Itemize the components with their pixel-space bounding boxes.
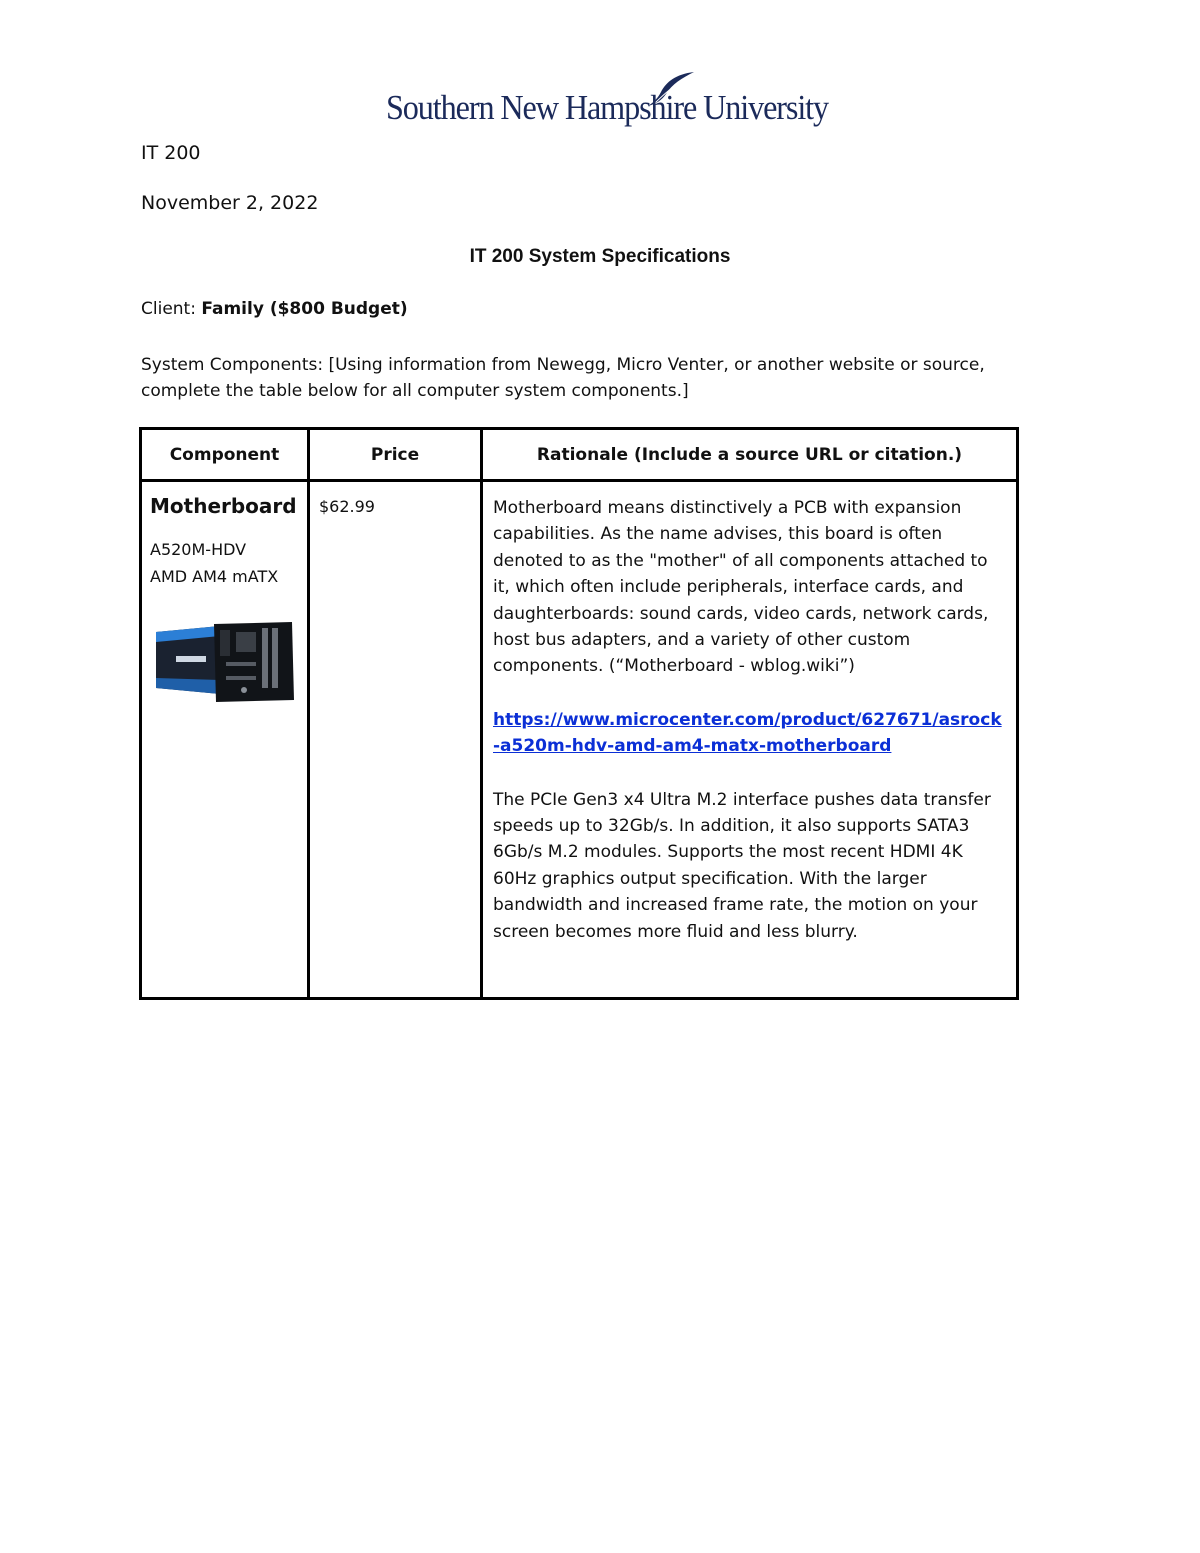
header-price: Price: [309, 429, 482, 481]
component-model-line1: A520M-HDV: [150, 540, 247, 559]
spec-table: [139, 427, 1019, 1000]
page-title: IT 200 System Specifications: [469, 246, 731, 267]
component-cell: [141, 481, 309, 999]
header-component: Component: [141, 429, 309, 481]
rationale-cell: [482, 481, 1018, 999]
logo-text: Southern New Hampshire University: [386, 88, 829, 127]
instructions: System Components: [Using information from Newegg, Micro Venter, or another website or source, complete the table below for all computer system components.]: [141, 355, 985, 401]
header-rationale: Rationale (Include a source URL or citation.): [482, 429, 1018, 481]
document-date: November 2, 2022: [141, 192, 319, 214]
client-label: Client:: [141, 299, 196, 319]
component-name: Motherboard: [150, 494, 297, 518]
rationale-paragraph-2: The PCIe Gen3 x4 Ultra M.2 interface pushes data transfer speeds up to 32Gb/s. In addition, it also supports SATA3 6Gb/s M.2 modules. Supports the most recent HDMI 4K 60Hz graphics output specification. With the larger bandwidth and increased frame rate, the motion on your screen becomes more fluid and less blurry.: [493, 789, 991, 942]
source-link[interactable]: https://www.microcenter.com/product/627671/asrock-a520m-hdv-amd-am4-matx-motherboard: [493, 709, 1002, 757]
rationale-paragraph-1: Motherboard means distinctively a PCB with expansion capabilities. As the name advises, this board is often denoted to as the "mother" of all components attached to it, which often include peripherals, interface cards, and daughterboards: sound cards, video cards, network cards, host bus adapters, and a variety of other custom components. (“Motherboard - wblog.wiki”): [493, 498, 989, 677]
component-model-line2: AMD AM4 mATX: [150, 567, 279, 586]
university-logo: [386, 70, 829, 140]
table-header-row: [141, 429, 1018, 481]
client-value: Family ($800 Budget): [201, 299, 408, 319]
price-cell: $62.99: [309, 481, 482, 999]
client-line: [141, 299, 408, 319]
table-row: [141, 481, 1018, 999]
course-code: IT 200: [141, 142, 201, 164]
motherboard-image: [154, 622, 296, 702]
